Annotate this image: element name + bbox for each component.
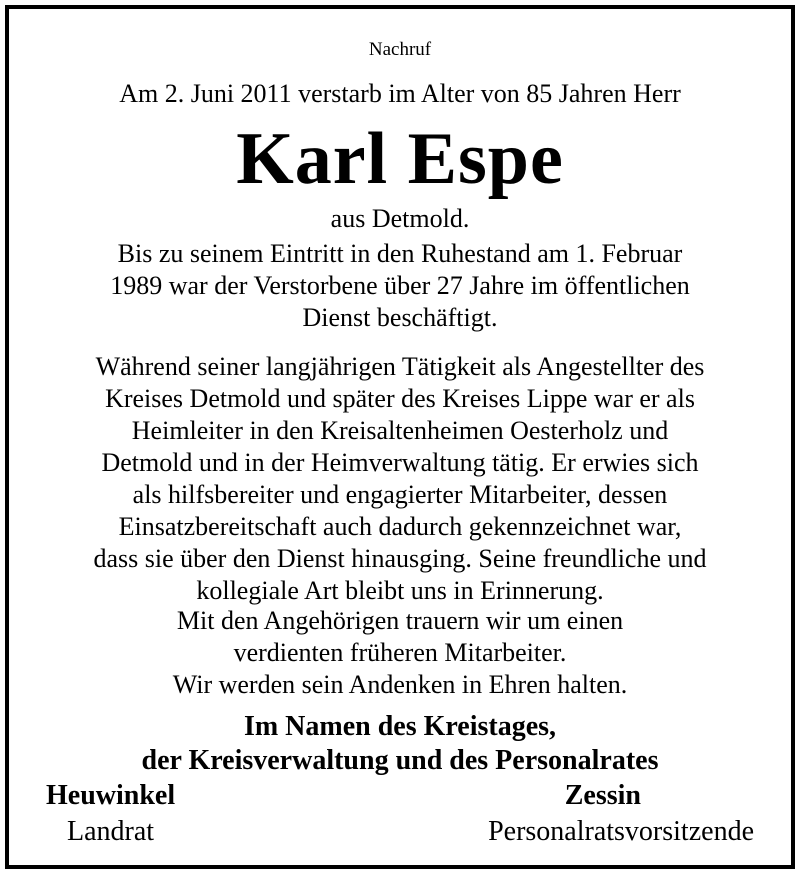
- paragraph-line: Heimleiter in den Kreisaltenheimen Oesterholz und: [131, 416, 669, 445]
- paragraph-line: Wir werden sein Andenken in Ehren halten.: [172, 670, 628, 699]
- paragraph-activity: [9, 351, 791, 607]
- paragraph-line: Bis zu seinem Eintritt in den Ruhestand am 1. Februar: [117, 239, 683, 268]
- notice-border: [5, 5, 795, 869]
- paragraph-line: dass sie über den Dienst hinausging. Seine freundliche und: [93, 544, 707, 573]
- paragraph-line: verdienten früheren Mitarbeiter.: [233, 638, 567, 667]
- signatory-left-name: Heuwinkel: [46, 780, 176, 811]
- paragraph-line: Mit den Angehörigen trauern wir um einen: [176, 606, 624, 635]
- closing-line: Im Namen des Kreistages,: [243, 711, 557, 742]
- paragraph-line: Kreises Detmold und später des Kreises Lippe war er als: [105, 384, 695, 413]
- paragraph-condolence: [9, 605, 791, 701]
- signatory-right-role: Personalratsvorsitzende: [488, 816, 754, 847]
- notice-heading: Nachruf: [368, 39, 432, 60]
- signatory-right-name: Zessin: [564, 780, 641, 811]
- paragraph-line: Dienst beschäftigt.: [302, 303, 498, 332]
- paragraph-line: kollegiale Art bleibt uns in Erinnerung.: [196, 576, 604, 605]
- closing-sender: [9, 710, 791, 778]
- paragraph-line: als hilfsbereiter und engagierter Mitarbeiter, dessen: [132, 480, 668, 509]
- paragraph-career: [9, 238, 791, 334]
- paragraph-line: 1989 war der Verstorbene über 27 Jahre im öffentlichen: [110, 271, 690, 300]
- deceased-origin: aus Detmold.: [330, 204, 470, 233]
- obituary-notice: [9, 9, 791, 865]
- paragraph-line: Einsatzbereitschaft auch dadurch gekennzeichnet war,: [118, 512, 682, 541]
- paragraph-line: Detmold und in der Heimverwaltung tätig. Er erwies sich: [101, 448, 699, 477]
- notice-intro: Am 2. Juni 2011 verstarb im Alter von 85 Jahren Herr: [119, 79, 681, 108]
- deceased-name: Karl Espe: [236, 118, 564, 200]
- paragraph-line: Während seiner langjährigen Tätigkeit als Angestellter des: [95, 352, 705, 381]
- closing-line: der Kreisverwaltung und des Personalrates: [141, 745, 659, 776]
- signatory-left-role: Landrat: [67, 816, 155, 847]
